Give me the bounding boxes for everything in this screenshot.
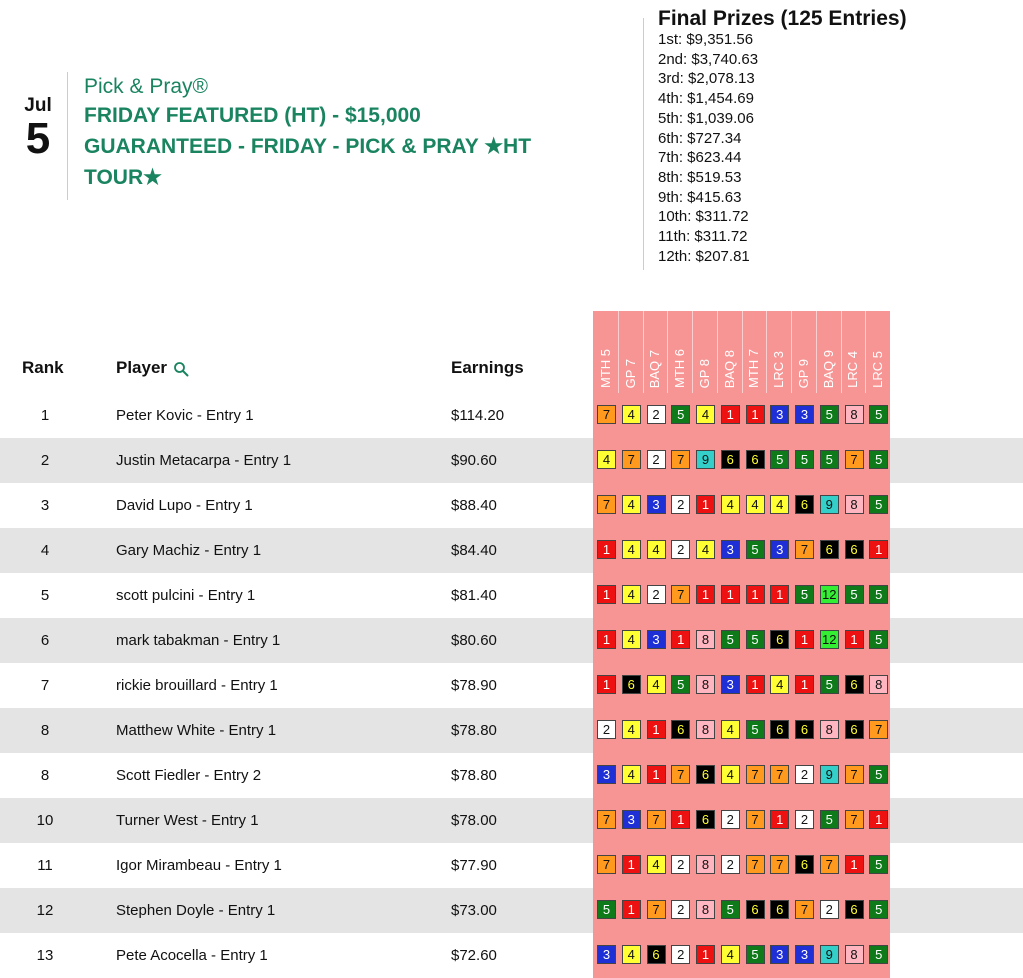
picks: [597, 675, 894, 694]
player-cell[interactable]: Scott Fiedler - Entry 2: [116, 767, 262, 784]
player-cell[interactable]: David Lupo - Entry 1: [116, 497, 253, 514]
pick-badge: 8: [869, 675, 888, 694]
picks: [597, 945, 894, 964]
pick-badge: 7: [845, 765, 864, 784]
race-label: [766, 312, 791, 388]
player-cell[interactable]: Peter Kovic - Entry 1: [116, 407, 254, 424]
pick-badge: 1: [845, 855, 864, 874]
pick-badge: 5: [671, 675, 690, 694]
prize-item: 10th: $311.72: [658, 208, 749, 226]
pick-badge: 4: [622, 765, 641, 784]
pick-badge: 4: [770, 675, 789, 694]
picks: [597, 855, 894, 874]
pick-badge: 12: [820, 585, 839, 604]
pick-badge: 2: [597, 720, 616, 739]
pick-badge: 3: [770, 540, 789, 559]
race-divider: [766, 311, 767, 393]
race-divider: [865, 311, 866, 393]
pick-badge: 4: [622, 495, 641, 514]
race-label-text: BAQ 7: [647, 349, 663, 388]
pick-badge: 1: [721, 405, 740, 424]
pick-badge: 6: [622, 675, 641, 694]
player-cell[interactable]: mark tabakman - Entry 1: [116, 632, 281, 649]
pick-badge: 3: [647, 630, 666, 649]
pick-badge: 7: [597, 855, 616, 874]
rank-cell: 8: [40, 722, 50, 739]
pick-badge: 1: [696, 495, 715, 514]
pick-badge: 4: [597, 450, 616, 469]
pick-badge: 1: [869, 810, 888, 829]
pick-badge: 5: [869, 855, 888, 874]
table-row[interactable]: [0, 798, 1023, 843]
pick-badge: 7: [597, 810, 616, 829]
race-label: [791, 312, 816, 388]
pick-badge: 8: [696, 855, 715, 874]
player-cell[interactable]: Stephen Doyle - Entry 1: [116, 902, 276, 919]
pick-badge: 6: [795, 855, 814, 874]
race-label-text: MTH 6: [672, 349, 688, 388]
player-header: [116, 358, 189, 378]
pick-badge: 2: [795, 765, 814, 784]
rank-cell: 13: [36, 947, 54, 964]
pick-badge: 9: [820, 765, 839, 784]
race-label-text: GP 9: [795, 358, 811, 388]
pick-badge: 4: [647, 855, 666, 874]
table-row[interactable]: [0, 708, 1023, 753]
pick-badge: 6: [746, 900, 765, 919]
pick-badge: 5: [721, 900, 740, 919]
pick-badge: 5: [820, 405, 839, 424]
search-icon[interactable]: [173, 361, 189, 377]
pick-badge: 4: [696, 540, 715, 559]
pick-badge: 5: [820, 810, 839, 829]
rank-cell: 11: [37, 857, 53, 874]
pick-badge: 2: [647, 405, 666, 424]
pick-badge: 6: [746, 450, 765, 469]
pick-badge: 2: [671, 540, 690, 559]
prize-item: 3rd: $2,078.13: [658, 70, 755, 88]
race-label-text: GP 8: [696, 358, 712, 388]
pick-badge: 5: [597, 900, 616, 919]
pick-badge: 6: [671, 720, 690, 739]
pick-badge: 5: [869, 450, 888, 469]
pick-badge: 5: [746, 540, 765, 559]
rank-cell: 7: [40, 677, 50, 694]
race-header: [593, 311, 890, 393]
pick-badge: 7: [622, 450, 641, 469]
table-row[interactable]: [0, 843, 1023, 888]
rank-cell: 10: [36, 812, 54, 829]
prize-item: 7th: $623.44: [658, 149, 742, 167]
race-label: [643, 312, 668, 388]
pick-badge: 3: [770, 405, 789, 424]
pick-badge: 7: [795, 540, 814, 559]
race-divider: [841, 311, 842, 393]
race-divider: [618, 311, 619, 393]
event-name-line: TOUR★: [84, 166, 162, 189]
rank-cell: 12: [36, 902, 54, 919]
race-divider: [791, 311, 792, 393]
pick-badge: 3: [597, 765, 616, 784]
event-day: 5: [25, 114, 51, 163]
rank-cell: 4: [40, 542, 50, 559]
pick-badge: 2: [671, 900, 690, 919]
pick-badge: 1: [597, 675, 616, 694]
pick-badge: 5: [795, 585, 814, 604]
pick-badge: 1: [597, 630, 616, 649]
prize-item: 4th: $1,454.69: [658, 90, 754, 108]
pick-badge: 7: [795, 900, 814, 919]
pick-badge: 5: [671, 405, 690, 424]
pick-badge: 3: [795, 405, 814, 424]
pick-badge: 3: [721, 540, 740, 559]
pick-badge: 1: [845, 630, 864, 649]
prize-item: 11th: $311.72: [658, 228, 748, 246]
player-cell[interactable]: Gary Machiz - Entry 1: [116, 542, 262, 559]
pick-badge: 5: [869, 585, 888, 604]
pick-badge: 6: [845, 540, 864, 559]
pick-badge: 7: [597, 405, 616, 424]
rank-cell: 6: [40, 632, 50, 649]
header-divider: [67, 72, 68, 200]
race-label-text: MTH 5: [597, 349, 613, 388]
player-header-label: Player: [116, 358, 168, 377]
pick-badge: 6: [721, 450, 740, 469]
earnings-cell: $73.00: [451, 902, 497, 919]
race-label-text: MTH 7: [746, 349, 762, 388]
pick-badge: 5: [869, 945, 888, 964]
pick-badge: 5: [770, 450, 789, 469]
rank-cell: 8: [40, 767, 50, 784]
pick-badge: 4: [622, 585, 641, 604]
picks: [597, 900, 894, 919]
race-label: [593, 312, 618, 388]
pick-badge: 8: [696, 720, 715, 739]
pick-badge: 5: [869, 630, 888, 649]
pick-badge: 1: [770, 585, 789, 604]
pick-badge: 4: [770, 495, 789, 514]
picks: [597, 810, 894, 829]
pick-badge: 7: [746, 810, 765, 829]
pick-badge: 2: [671, 495, 690, 514]
earnings-cell: $88.40: [451, 497, 497, 514]
race-divider: [816, 311, 817, 393]
earnings-cell: $77.90: [451, 857, 497, 874]
pick-badge: 5: [721, 630, 740, 649]
picks: [597, 495, 894, 514]
pick-badge: 2: [671, 945, 690, 964]
earnings-header: Earnings: [451, 358, 524, 377]
rank-header: Rank: [22, 358, 64, 377]
rank-cell: 3: [40, 497, 50, 514]
table-row[interactable]: [0, 933, 1023, 978]
pick-badge: 1: [597, 540, 616, 559]
race-label: [816, 312, 841, 388]
pick-badge: 5: [869, 495, 888, 514]
pick-badge: 3: [647, 495, 666, 514]
pick-badge: 5: [746, 630, 765, 649]
pick-badge: 8: [696, 630, 715, 649]
player-cell[interactable]: Turner West - Entry 1: [116, 812, 259, 829]
pick-badge: 12: [820, 630, 839, 649]
race-label-text: LRC 4: [845, 351, 861, 388]
picks: [597, 405, 894, 424]
player-cell[interactable]: Matthew White - Entry 1: [116, 722, 277, 739]
pick-badge: 1: [647, 720, 666, 739]
pick-badge: 6: [696, 810, 715, 829]
pick-badge: 5: [746, 945, 765, 964]
pick-badge: 5: [746, 720, 765, 739]
picks: [597, 450, 894, 469]
pick-badge: 1: [770, 810, 789, 829]
rank-cell: 5: [40, 587, 50, 604]
race-label-text: LRC 3: [771, 351, 787, 388]
earnings-cell: $78.00: [451, 812, 497, 829]
race-divider: [742, 311, 743, 393]
pick-badge: 6: [770, 630, 789, 649]
pick-badge: 4: [721, 720, 740, 739]
pick-badge: 2: [647, 585, 666, 604]
pick-badge: 7: [647, 810, 666, 829]
table-row[interactable]: [0, 753, 1023, 798]
final-prizes-heading: Final Prizes (125 Entries): [658, 7, 907, 30]
table-row[interactable]: [0, 483, 1023, 528]
earnings-cell: $78.80: [451, 767, 497, 784]
pick-badge: 1: [622, 900, 641, 919]
pick-badge: 8: [845, 945, 864, 964]
pick-badge: 6: [795, 720, 814, 739]
player-cell[interactable]: Justin Metacarpa - Entry 1: [116, 452, 292, 469]
pick-badge: 6: [770, 900, 789, 919]
pick-badge: 4: [721, 495, 740, 514]
pick-badge: 6: [820, 540, 839, 559]
player-cell[interactable]: Igor Mirambeau - Entry 1: [116, 857, 282, 874]
picks: [597, 585, 894, 604]
race-label-text: BAQ 9: [820, 349, 836, 388]
pick-badge: 4: [696, 405, 715, 424]
race-label: [717, 312, 742, 388]
pick-badge: 7: [746, 765, 765, 784]
table-row[interactable]: [0, 888, 1023, 933]
pick-badge: 8: [845, 405, 864, 424]
prize-item: 8th: $519.53: [658, 168, 742, 186]
final-prizes: [658, 8, 907, 266]
prize-item: 6th: $727.34: [658, 129, 742, 147]
pick-badge: 7: [671, 450, 690, 469]
pick-badge: 5: [820, 450, 839, 469]
prize-item: 5th: $1,039.06: [658, 109, 754, 127]
pick-badge: 2: [820, 900, 839, 919]
rank-cell: 2: [40, 452, 50, 469]
event-brand: Pick & Pray®: [84, 75, 209, 98]
pick-badge: 1: [671, 810, 690, 829]
pick-badge: 4: [622, 405, 641, 424]
race-label: [865, 312, 890, 388]
pick-badge: 7: [845, 810, 864, 829]
pick-badge: 7: [671, 585, 690, 604]
event-date: [18, 95, 58, 161]
pick-badge: 7: [845, 450, 864, 469]
pick-badge: 1: [721, 585, 740, 604]
pick-badge: 1: [597, 585, 616, 604]
prize-item: 12th: $207.81: [658, 247, 750, 265]
pick-badge: 5: [845, 585, 864, 604]
pick-badge: 1: [795, 675, 814, 694]
pick-badge: 4: [721, 765, 740, 784]
pick-badge: 6: [647, 945, 666, 964]
player-cell[interactable]: rickie brouillard - Entry 1: [116, 677, 278, 694]
event-title: [84, 74, 644, 193]
pick-badge: 4: [647, 540, 666, 559]
pick-badge: 7: [597, 495, 616, 514]
pick-badge: 2: [795, 810, 814, 829]
prize-item: 9th: $415.63: [658, 188, 742, 206]
race-divider: [717, 311, 718, 393]
pick-badge: 7: [671, 765, 690, 784]
pick-badge: 7: [647, 900, 666, 919]
earnings-cell: $72.60: [451, 947, 497, 964]
player-cell[interactable]: scott pulcini - Entry 1: [116, 587, 256, 604]
pick-badge: 5: [820, 675, 839, 694]
pick-badge: 1: [869, 540, 888, 559]
pick-badge: 6: [696, 765, 715, 784]
prize-list: [658, 30, 907, 266]
table-row[interactable]: [0, 438, 1023, 483]
pick-badge: 6: [845, 675, 864, 694]
pick-badge: 5: [869, 900, 888, 919]
event-name-line: FRIDAY FEATURED (HT) - $15,000: [84, 104, 421, 127]
earnings-cell: $90.60: [451, 452, 497, 469]
race-divider: [692, 311, 693, 393]
pick-badge: 6: [770, 720, 789, 739]
pick-badge: 4: [622, 540, 641, 559]
pick-badge: 7: [746, 855, 765, 874]
pick-badge: 2: [671, 855, 690, 874]
pick-badge: 3: [622, 810, 641, 829]
event-name: [84, 100, 644, 193]
player-cell[interactable]: Pete Acocella - Entry 1: [116, 947, 268, 964]
pick-badge: 5: [869, 405, 888, 424]
pick-badge: 7: [869, 720, 888, 739]
pick-badge: 4: [622, 720, 641, 739]
earnings-cell: $78.80: [451, 722, 497, 739]
earnings-cell: $80.60: [451, 632, 497, 649]
earnings-cell: $84.40: [451, 542, 497, 559]
pick-badge: 8: [696, 675, 715, 694]
pick-badge: 1: [696, 585, 715, 604]
pick-badge: 4: [746, 495, 765, 514]
pick-badge: 1: [647, 765, 666, 784]
pick-badge: 2: [647, 450, 666, 469]
picks: [597, 630, 894, 649]
race-label: [667, 312, 692, 388]
pick-badge: 6: [795, 495, 814, 514]
pick-badge: 4: [622, 630, 641, 649]
prize-item: 1st: $9,351.56: [658, 31, 754, 48]
pick-badge: 3: [770, 945, 789, 964]
prize-item: 2nd: $3,740.63: [658, 50, 759, 68]
earnings-cell: $114.20: [451, 407, 505, 424]
race-divider: [667, 311, 668, 393]
picks: [597, 765, 894, 784]
pick-badge: 7: [820, 855, 839, 874]
pick-badge: 5: [795, 450, 814, 469]
pick-badge: 4: [622, 945, 641, 964]
pick-badge: 2: [721, 855, 740, 874]
race-label-text: LRC 5: [870, 351, 886, 388]
race-label: [742, 312, 767, 388]
pick-badge: 8: [820, 720, 839, 739]
pick-badge: 8: [696, 900, 715, 919]
picks: [597, 720, 894, 739]
pick-badge: 6: [845, 900, 864, 919]
picks: [597, 540, 894, 559]
pick-badge: 1: [746, 675, 765, 694]
earnings-cell: $78.90: [451, 677, 497, 694]
event-name-line: GUARANTEED - FRIDAY - PICK & PRAY ★HT: [84, 135, 532, 158]
pick-badge: 1: [746, 585, 765, 604]
pick-badge: 7: [770, 765, 789, 784]
race-divider: [643, 311, 644, 393]
pick-badge: 1: [696, 945, 715, 964]
pick-badge: 9: [820, 495, 839, 514]
event-month: Jul: [24, 95, 52, 116]
pick-badge: 9: [820, 945, 839, 964]
pick-badge: 6: [845, 720, 864, 739]
pick-badge: 3: [795, 945, 814, 964]
pick-badge: 1: [746, 405, 765, 424]
leaderboard: [0, 393, 1023, 978]
pick-badge: 7: [770, 855, 789, 874]
pick-badge: 2: [721, 810, 740, 829]
prizes-divider: [643, 18, 644, 270]
pick-badge: 8: [845, 495, 864, 514]
pick-badge: 1: [795, 630, 814, 649]
table-row[interactable]: [0, 528, 1023, 573]
pick-badge: 4: [721, 945, 740, 964]
race-label: [841, 312, 866, 388]
race-label-text: GP 7: [622, 358, 638, 388]
table-row[interactable]: [0, 618, 1023, 663]
pick-badge: 3: [597, 945, 616, 964]
pick-badge: 1: [671, 630, 690, 649]
table-row[interactable]: [0, 573, 1023, 618]
rank-cell: 1: [40, 407, 50, 424]
earnings-cell: $81.40: [451, 587, 497, 604]
race-label-text: BAQ 8: [721, 349, 737, 388]
pick-badge: 4: [647, 675, 666, 694]
race-label: [692, 312, 717, 388]
pick-badge: 9: [696, 450, 715, 469]
table-row[interactable]: [0, 663, 1023, 708]
pick-badge: 3: [721, 675, 740, 694]
table-row[interactable]: [0, 393, 1023, 438]
pick-badge: 1: [622, 855, 641, 874]
pick-badge: 5: [869, 765, 888, 784]
race-label: [618, 312, 643, 388]
